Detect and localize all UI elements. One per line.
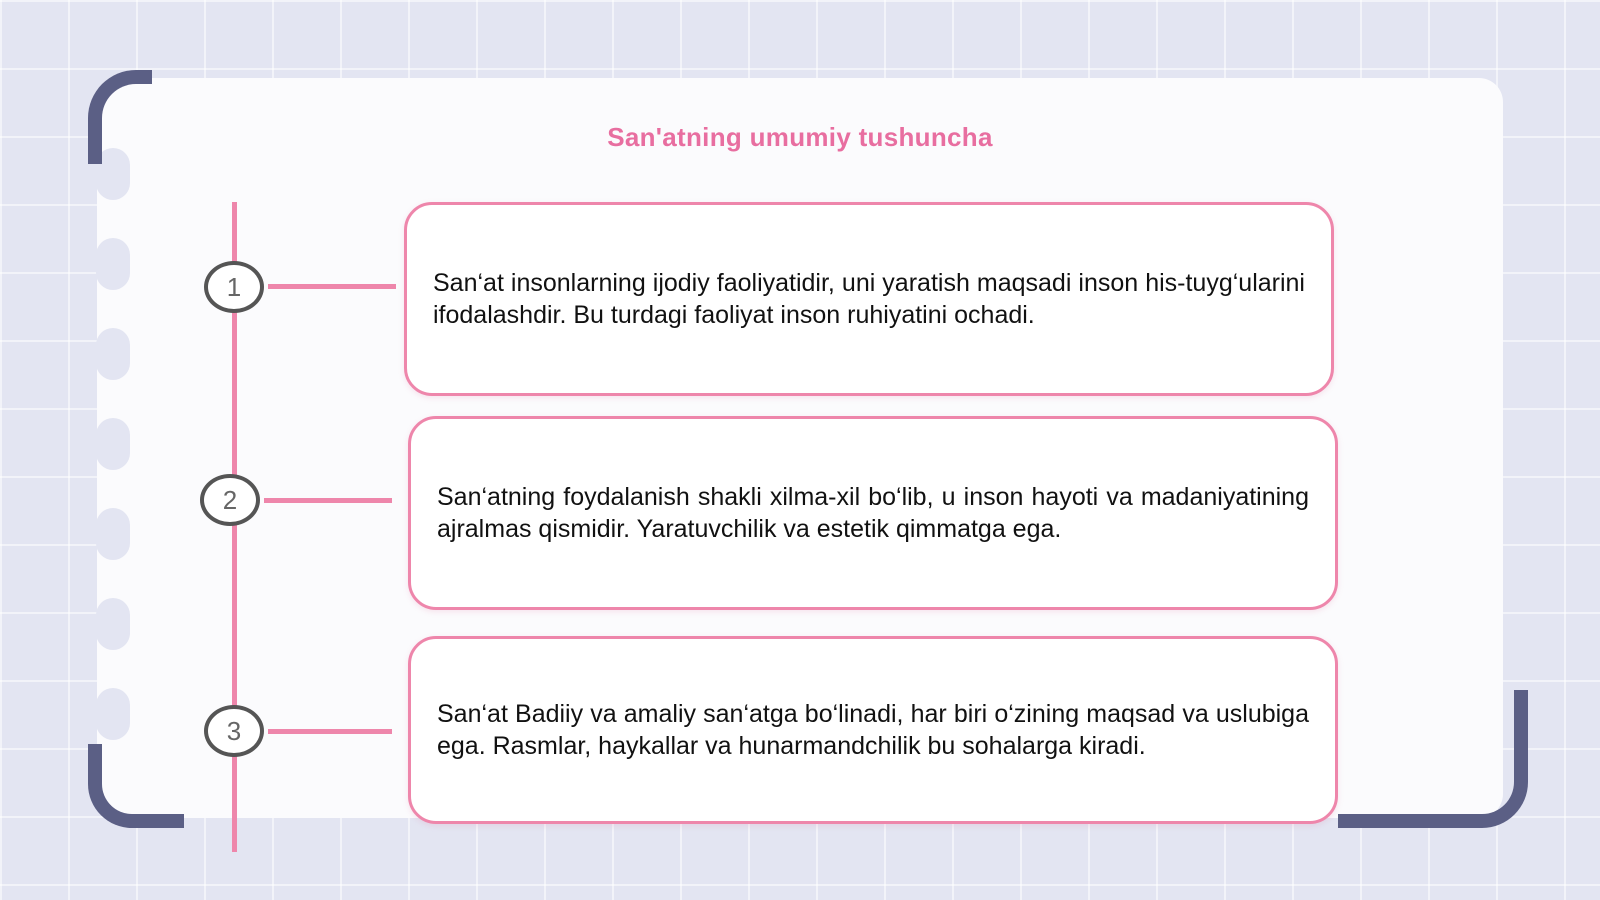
corner-bracket-bottom-left <box>88 744 184 828</box>
paper-notch <box>96 598 130 650</box>
step-number-1: 1 <box>204 261 264 313</box>
timeline-connector-1 <box>268 284 396 289</box>
paper-notch <box>96 418 130 470</box>
info-box-2 <box>408 416 1338 610</box>
paper-notch <box>96 238 130 290</box>
paper-notch <box>96 688 130 740</box>
info-text-1: San‘at insonlarning ijodiy faoliyatidir, uni yaratish maqsadi inson his-tuyg‘ularini ifodalashdir. Bu turdagi faoliyat inson ruhiyatini ochadi. <box>433 269 1305 329</box>
corner-bracket-bottom-right <box>1338 690 1528 828</box>
step-number-3: 3 <box>204 705 264 757</box>
info-box-3 <box>408 636 1338 824</box>
info-text-2: San‘atning foydalanish shakli xilma-xil bo‘lib, u inson hayoti va madaniyatining ajralmas qismidir. Yaratuvchilik va estetik qimmatga ega. <box>437 483 1309 543</box>
step-number-2: 2 <box>200 474 260 526</box>
timeline-connector-3 <box>268 729 392 734</box>
timeline-connector-2 <box>264 498 392 503</box>
slide-title: San'atning umumiy tushuncha <box>607 122 993 152</box>
info-box-1 <box>404 202 1334 396</box>
info-text-3: San‘at Badiiy va amaliy san‘atga bo‘linadi, har biri o‘zining maqsad va uslubiga ega. Rasmlar, haykallar va hunarmandchilik bu sohalarga kiradi. <box>437 700 1309 760</box>
paper-notch <box>96 508 130 560</box>
paper-notch <box>96 328 130 380</box>
